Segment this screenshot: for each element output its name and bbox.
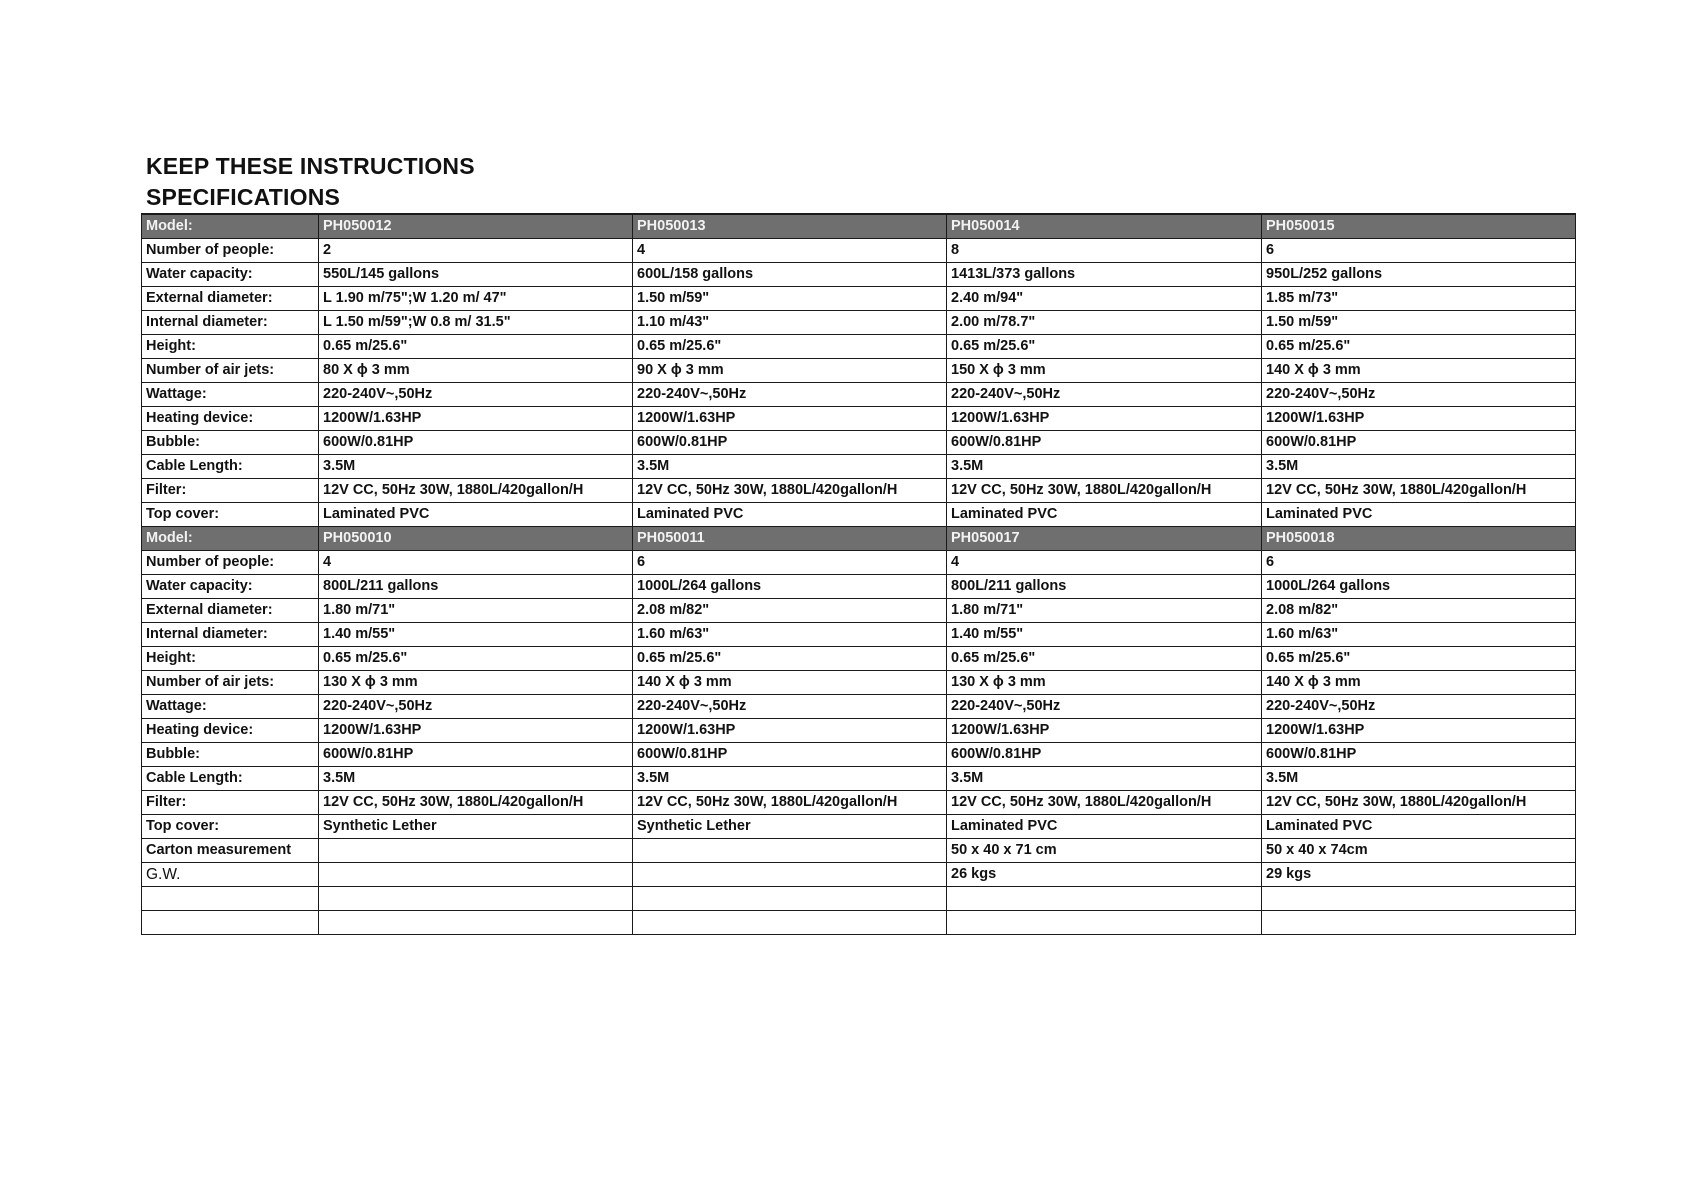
spec-value-cell: 1.60 m/63" [1262, 623, 1576, 647]
spec-value-cell: 1000L/264 gallons [1262, 575, 1576, 599]
spec-value-cell [1262, 887, 1576, 911]
spec-value-cell: 1.80 m/71" [319, 599, 633, 623]
spec-value-cell: 1.40 m/55" [947, 623, 1262, 647]
spec-value-cell: 0.65 m/25.6" [633, 335, 947, 359]
spec-value-cell: 50 x 40 x 74cm [1262, 839, 1576, 863]
spec-value-cell: 220-240V~,50Hz [633, 383, 947, 407]
spec-value-cell [319, 911, 633, 935]
spec-value-cell: 1200W/1.63HP [319, 407, 633, 431]
spec-value-cell: 600W/0.81HP [947, 431, 1262, 455]
spec-value-cell: Laminated PVC [947, 815, 1262, 839]
spec-value-cell: 1200W/1.63HP [633, 407, 947, 431]
spec-label-cell: Top cover: [142, 815, 319, 839]
spec-value-cell: 150 X ϕ 3 mm [947, 359, 1262, 383]
spec-value-cell: 0.65 m/25.6" [947, 335, 1262, 359]
spec-value-cell: 220-240V~,50Hz [1262, 383, 1576, 407]
spec-value-cell: 0.65 m/25.6" [1262, 647, 1576, 671]
spec-value-cell: 130 X ϕ 3 mm [947, 671, 1262, 695]
spec-value-cell: 50 x 40 x 71 cm [947, 839, 1262, 863]
spec-value-cell: 12V CC, 50Hz 30W, 1880L/420gallon/H [319, 479, 633, 503]
spec-value-cell: 6 [1262, 239, 1576, 263]
spec-value-cell: 600W/0.81HP [633, 743, 947, 767]
heading-specifications: SPECIFICATIONS [146, 184, 341, 210]
spec-value-cell: 2 [319, 239, 633, 263]
spec-row [142, 743, 1576, 767]
spec-value-cell: 1.85 m/73" [1262, 287, 1576, 311]
spec-label-cell: Heating device: [142, 719, 319, 743]
spec-row [142, 815, 1576, 839]
spec-value-cell [633, 911, 947, 935]
specifications-table-body [142, 214, 1576, 935]
spec-value-cell: 1.50 m/59" [633, 287, 947, 311]
spec-row [142, 311, 1576, 335]
spec-label-cell: Water capacity: [142, 263, 319, 287]
spec-value-cell: 12V CC, 50Hz 30W, 1880L/420gallon/H [1262, 479, 1576, 503]
spec-value-cell: PH050017 [947, 527, 1262, 551]
spec-value-cell: PH050012 [319, 214, 633, 239]
spec-value-cell: 600W/0.81HP [319, 743, 633, 767]
spec-label-cell: Model: [142, 527, 319, 551]
spec-label-cell: External diameter: [142, 599, 319, 623]
spec-value-cell: 220-240V~,50Hz [947, 695, 1262, 719]
spec-value-cell: 1.40 m/55" [319, 623, 633, 647]
spec-row [142, 359, 1576, 383]
spec-label-cell: Cable Length: [142, 455, 319, 479]
spec-label-cell: G.W. [142, 863, 319, 887]
spec-value-cell: 1200W/1.63HP [319, 719, 633, 743]
spec-label-cell: Internal diameter: [142, 311, 319, 335]
spec-label-cell: Bubble: [142, 431, 319, 455]
spec-row [142, 383, 1576, 407]
spec-value-cell: 8 [947, 239, 1262, 263]
spec-value-cell: 600L/158 gallons [633, 263, 947, 287]
spec-label-cell: Number of people: [142, 239, 319, 263]
spec-label-cell: Height: [142, 647, 319, 671]
spec-label-cell [142, 911, 319, 935]
spec-value-cell: 600W/0.81HP [633, 431, 947, 455]
spec-value-cell: PH050011 [633, 527, 947, 551]
spec-value-cell: 3.5M [319, 767, 633, 791]
spec-value-cell [319, 863, 633, 887]
spec-label-cell: Wattage: [142, 383, 319, 407]
spec-value-cell: Laminated PVC [1262, 815, 1576, 839]
spec-value-cell: 140 X ϕ 3 mm [633, 671, 947, 695]
spec-row [142, 551, 1576, 575]
spec-label-cell: Height: [142, 335, 319, 359]
spec-row [142, 263, 1576, 287]
spec-value-cell: 12V CC, 50Hz 30W, 1880L/420gallon/H [947, 479, 1262, 503]
spec-value-cell: L 1.90 m/75";W 1.20 m/ 47" [319, 287, 633, 311]
spec-value-cell: Laminated PVC [633, 503, 947, 527]
spec-value-cell: 2.08 m/82" [633, 599, 947, 623]
spec-value-cell [633, 887, 947, 911]
spec-row [142, 719, 1576, 743]
spec-value-cell: 1200W/1.63HP [947, 719, 1262, 743]
spec-value-cell: 800L/211 gallons [319, 575, 633, 599]
spec-row [142, 767, 1576, 791]
spec-row [142, 791, 1576, 815]
spec-value-cell: 12V CC, 50Hz 30W, 1880L/420gallon/H [633, 479, 947, 503]
spec-value-cell: 1200W/1.63HP [947, 407, 1262, 431]
spec-value-cell [1262, 911, 1576, 935]
spec-value-cell: PH050014 [947, 214, 1262, 239]
spec-value-cell: PH050015 [1262, 214, 1576, 239]
spec-value-cell: 220-240V~,50Hz [319, 695, 633, 719]
spec-value-cell: 3.5M [947, 767, 1262, 791]
spec-value-cell: 0.65 m/25.6" [633, 647, 947, 671]
spec-value-cell: Laminated PVC [319, 503, 633, 527]
spec-value-cell: 0.65 m/25.6" [319, 647, 633, 671]
spec-row [142, 887, 1576, 911]
specifications-table [141, 213, 1576, 935]
spec-value-cell: 1000L/264 gallons [633, 575, 947, 599]
spec-value-cell: 140 X ϕ 3 mm [1262, 671, 1576, 695]
spec-value-cell: Laminated PVC [947, 503, 1262, 527]
spec-label-cell: Wattage: [142, 695, 319, 719]
spec-value-cell: 220-240V~,50Hz [947, 383, 1262, 407]
spec-label-cell: Cable Length: [142, 767, 319, 791]
spec-label-cell: Heating device: [142, 407, 319, 431]
spec-row [142, 863, 1576, 887]
spec-value-cell: PH050010 [319, 527, 633, 551]
spec-value-cell: 600W/0.81HP [947, 743, 1262, 767]
spec-value-cell: 600W/0.81HP [1262, 431, 1576, 455]
spec-value-cell: 12V CC, 50Hz 30W, 1880L/420gallon/H [633, 791, 947, 815]
spec-value-cell: 80 X ϕ 3 mm [319, 359, 633, 383]
spec-value-cell: 0.65 m/25.6" [1262, 335, 1576, 359]
spec-label-cell: Filter: [142, 479, 319, 503]
spec-value-cell: 3.5M [633, 455, 947, 479]
spec-value-cell [319, 839, 633, 863]
spec-label-cell: Internal diameter: [142, 623, 319, 647]
spec-row [142, 239, 1576, 263]
spec-value-cell: 1.50 m/59" [1262, 311, 1576, 335]
spec-row [142, 599, 1576, 623]
spec-value-cell: PH050013 [633, 214, 947, 239]
spec-row [142, 479, 1576, 503]
spec-value-cell: 4 [319, 551, 633, 575]
spec-label-cell: Water capacity: [142, 575, 319, 599]
spec-label-cell: Number of air jets: [142, 359, 319, 383]
spec-row [142, 623, 1576, 647]
spec-value-cell: PH050018 [1262, 527, 1576, 551]
spec-value-cell: 3.5M [633, 767, 947, 791]
spec-value-cell: 12V CC, 50Hz 30W, 1880L/420gallon/H [1262, 791, 1576, 815]
spec-row [142, 695, 1576, 719]
spec-value-cell: 12V CC, 50Hz 30W, 1880L/420gallon/H [947, 791, 1262, 815]
spec-value-cell: 600W/0.81HP [1262, 743, 1576, 767]
spec-value-cell: 600W/0.81HP [319, 431, 633, 455]
spec-value-cell: 130 X ϕ 3 mm [319, 671, 633, 695]
spec-value-cell: 1200W/1.63HP [1262, 719, 1576, 743]
spec-value-cell: Laminated PVC [1262, 503, 1576, 527]
spec-value-cell: 2.40 m/94" [947, 287, 1262, 311]
spec-value-cell [319, 887, 633, 911]
spec-value-cell: 1.80 m/71" [947, 599, 1262, 623]
spec-value-cell: 6 [633, 551, 947, 575]
spec-value-cell: 220-240V~,50Hz [319, 383, 633, 407]
spec-value-cell: 3.5M [319, 455, 633, 479]
spec-label-cell: External diameter: [142, 287, 319, 311]
spec-value-cell: 29 kgs [1262, 863, 1576, 887]
spec-label-cell: Model: [142, 214, 319, 239]
spec-value-cell [633, 839, 947, 863]
spec-label-cell: Carton measurement [142, 839, 319, 863]
spec-row [142, 335, 1576, 359]
spec-value-cell: 1200W/1.63HP [633, 719, 947, 743]
spec-value-cell: 800L/211 gallons [947, 575, 1262, 599]
spec-value-cell: Synthetic Lether [319, 815, 633, 839]
spec-value-cell: 0.65 m/25.6" [319, 335, 633, 359]
spec-row [142, 911, 1576, 935]
spec-value-cell: 0.65 m/25.6" [947, 647, 1262, 671]
spec-value-cell: 140 X ϕ 3 mm [1262, 359, 1576, 383]
spec-label-cell: Top cover: [142, 503, 319, 527]
spec-value-cell: 12V CC, 50Hz 30W, 1880L/420gallon/H [319, 791, 633, 815]
spec-value-cell: 950L/252 gallons [1262, 263, 1576, 287]
spec-label-cell: Number of people: [142, 551, 319, 575]
spec-value-cell [633, 863, 947, 887]
spec-row [142, 431, 1576, 455]
spec-row [142, 455, 1576, 479]
spec-label-cell: Filter: [142, 791, 319, 815]
spec-value-cell: 2.00 m/78.7" [947, 311, 1262, 335]
spec-value-cell [947, 911, 1262, 935]
spec-value-cell: 3.5M [947, 455, 1262, 479]
model-header-row [142, 214, 1576, 239]
spec-value-cell: 4 [947, 551, 1262, 575]
spec-row [142, 407, 1576, 431]
spec-label-cell: Bubble: [142, 743, 319, 767]
spec-value-cell: 2.08 m/82" [1262, 599, 1576, 623]
spec-value-cell: 3.5M [1262, 767, 1576, 791]
spec-value-cell: 90 X ϕ 3 mm [633, 359, 947, 383]
spec-value-cell: 4 [633, 239, 947, 263]
spec-value-cell [947, 887, 1262, 911]
spec-value-cell: 220-240V~,50Hz [1262, 695, 1576, 719]
spec-row [142, 671, 1576, 695]
model-header-row [142, 527, 1576, 551]
spec-value-cell: 1200W/1.63HP [1262, 407, 1576, 431]
spec-value-cell: 220-240V~,50Hz [633, 695, 947, 719]
spec-row [142, 287, 1576, 311]
spec-value-cell: 550L/145 gallons [319, 263, 633, 287]
spec-row [142, 839, 1576, 863]
spec-value-cell: 3.5M [1262, 455, 1576, 479]
spec-row [142, 503, 1576, 527]
spec-value-cell: 1.60 m/63" [633, 623, 947, 647]
spec-label-cell [142, 887, 319, 911]
spec-value-cell: Synthetic Lether [633, 815, 947, 839]
spec-label-cell: Number of air jets: [142, 671, 319, 695]
heading-keep-instructions: KEEP THESE INSTRUCTIONS [146, 153, 475, 179]
spec-row [142, 647, 1576, 671]
spec-row [142, 575, 1576, 599]
spec-value-cell: 1413L/373 gallons [947, 263, 1262, 287]
spec-value-cell: 6 [1262, 551, 1576, 575]
spec-value-cell: 26 kgs [947, 863, 1262, 887]
spec-value-cell: L 1.50 m/59";W 0.8 m/ 31.5" [319, 311, 633, 335]
spec-value-cell: 1.10 m/43" [633, 311, 947, 335]
